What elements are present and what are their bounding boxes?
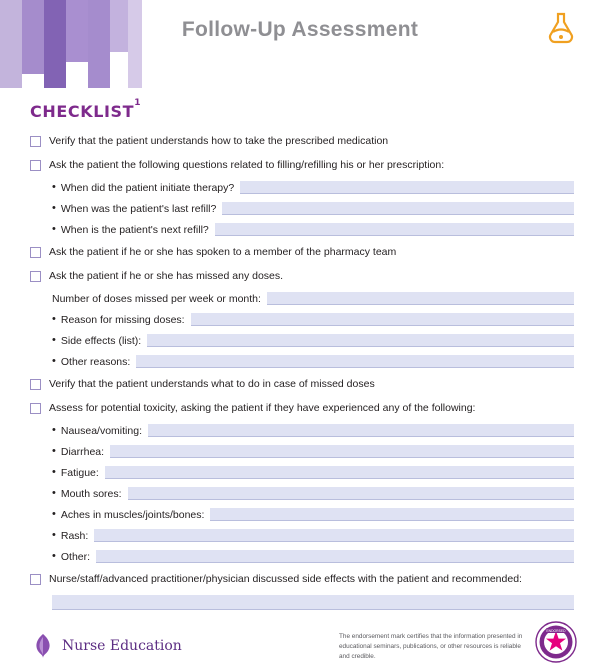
- sub-item-label: Mouth sores:: [60, 487, 122, 500]
- checklist-row[interactable]: [30, 376, 574, 392]
- input-other-reasons[interactable]: [136, 355, 574, 368]
- sub-item[interactable]: [30, 223, 574, 236]
- input-other-toxicity[interactable]: [96, 550, 574, 563]
- bullet-icon: •: [52, 529, 56, 541]
- sub-item-label: Aches in muscles/joints/bones:: [60, 508, 205, 521]
- checklist-label: Verify that the patient understands what to do in case of missed doses: [49, 378, 375, 390]
- sub-item[interactable]: [30, 529, 574, 542]
- bullet-icon: •: [52, 355, 56, 367]
- checklist-label: Ask the patient if he or she has spoken to a member of the pharmacy team: [49, 246, 397, 258]
- page-title: Follow-Up Assessment: [181, 18, 419, 41]
- bullet-icon: •: [52, 445, 56, 457]
- bullet-icon: •: [52, 424, 56, 436]
- bullet-icon: •: [52, 550, 56, 562]
- sub-item[interactable]: [30, 202, 574, 215]
- sub-item-label: When was the patient's last refill?: [60, 202, 217, 215]
- checklist-row[interactable]: [30, 133, 574, 149]
- bullet-icon: •: [52, 313, 56, 325]
- section-title: [30, 97, 574, 121]
- input-side-effects-list[interactable]: [147, 334, 574, 347]
- input-diarrhea[interactable]: [110, 445, 574, 458]
- input-fatigue[interactable]: [105, 466, 574, 479]
- sub-item-label: Other:: [60, 550, 91, 563]
- checklist-row[interactable]: [30, 571, 574, 587]
- sub-item-label: Other reasons:: [60, 355, 131, 368]
- sub-item-label: Fatigue:: [60, 466, 99, 479]
- sub-item[interactable]: [30, 424, 574, 437]
- checklist-label: Nurse/staff/advanced practitioner/physician discussed side effects with the patient and recommended:: [49, 573, 522, 585]
- page-header: [0, 0, 600, 88]
- sub-item-label: Nausea/vomiting:: [60, 424, 142, 437]
- sub-item[interactable]: [30, 445, 574, 458]
- checklist-row[interactable]: [30, 268, 574, 284]
- checklist-sheet: [0, 88, 600, 613]
- input-recommendation-notes[interactable]: [52, 595, 574, 610]
- page-footer: [0, 613, 600, 671]
- endorsement-note: The endorsement mark certifies that the information presented in educational seminars, publications, or other resources is reliable and credible.: [339, 633, 523, 661]
- bullet-icon: •: [52, 508, 56, 520]
- sub-item-label: When did the patient initiate therapy?: [60, 181, 235, 194]
- checkbox-missed-doses-understanding[interactable]: [30, 379, 41, 390]
- bullet-icon: •: [52, 487, 56, 499]
- checkbox-discussed-side-effects[interactable]: [30, 574, 41, 585]
- input-next-refill[interactable]: [215, 223, 574, 236]
- bullet-icon: •: [52, 223, 56, 235]
- flask-logo-icon: [544, 10, 578, 44]
- input-nausea-vomiting[interactable]: [148, 424, 574, 437]
- endorsement-seal-icon: [534, 620, 578, 664]
- bullet-icon: •: [52, 202, 56, 214]
- checkbox-verify-take-medication[interactable]: [30, 136, 41, 147]
- checklist-row[interactable]: [30, 400, 574, 416]
- bullet-icon: •: [52, 466, 56, 478]
- section-title-footnote: 1: [134, 97, 142, 108]
- input-mouth-sores[interactable]: [128, 487, 574, 500]
- sub-item-label: When is the patient's next refill?: [60, 223, 209, 236]
- input-initiate-therapy[interactable]: [240, 181, 574, 194]
- brand-name: Nurse Education: [62, 638, 182, 654]
- section-title-text: CHECKLIST: [30, 102, 135, 121]
- checkbox-spoken-pharmacy-team[interactable]: [30, 247, 41, 258]
- checkbox-missed-doses[interactable]: [30, 271, 41, 282]
- checkbox-refill-questions[interactable]: [30, 160, 41, 171]
- checklist-label: Assess for potential toxicity, asking the patient if they have experienced any of the following:: [49, 402, 476, 414]
- sub-item[interactable]: [30, 334, 574, 347]
- sub-item[interactable]: [30, 355, 574, 368]
- svg-text:ENDORSED: ENDORSED: [546, 629, 566, 634]
- input-reason-missing-doses[interactable]: [191, 313, 574, 326]
- sub-item[interactable]: [30, 181, 574, 194]
- checklist-label: Ask the patient if he or she has missed any doses.: [49, 270, 284, 282]
- checklist-label: Ask the patient the following questions related to filling/refilling his or her prescription:: [49, 159, 445, 171]
- checklist-row[interactable]: [30, 157, 574, 173]
- bullet-icon: •: [52, 334, 56, 346]
- input-rash[interactable]: [94, 529, 574, 542]
- sub-item[interactable]: [30, 466, 574, 479]
- sub-item[interactable]: [30, 508, 574, 521]
- input-aches[interactable]: [210, 508, 574, 521]
- plain-line-row[interactable]: [30, 292, 574, 305]
- leaf-flame-icon: [32, 633, 54, 659]
- decorative-bars: [0, 0, 150, 88]
- input-doses-missed-count[interactable]: [267, 292, 574, 305]
- plain-line-label: Number of doses missed per week or month:: [52, 292, 261, 305]
- sub-item[interactable]: [30, 487, 574, 500]
- sub-item-label: Reason for missing doses:: [60, 313, 185, 326]
- checklist-label: Verify that the patient understands how to take the prescribed medication: [49, 135, 389, 147]
- brand-lockup: [32, 633, 182, 659]
- sub-item-label: Rash:: [60, 529, 89, 542]
- sub-item[interactable]: [30, 313, 574, 326]
- sub-item[interactable]: [30, 550, 574, 563]
- checklist-row[interactable]: [30, 244, 574, 260]
- bullet-icon: •: [52, 181, 56, 193]
- sub-item-label: Side effects (list):: [60, 334, 142, 347]
- sub-item-label: Diarrhea:: [60, 445, 105, 458]
- input-last-refill[interactable]: [222, 202, 574, 215]
- checkbox-assess-toxicity[interactable]: [30, 403, 41, 414]
